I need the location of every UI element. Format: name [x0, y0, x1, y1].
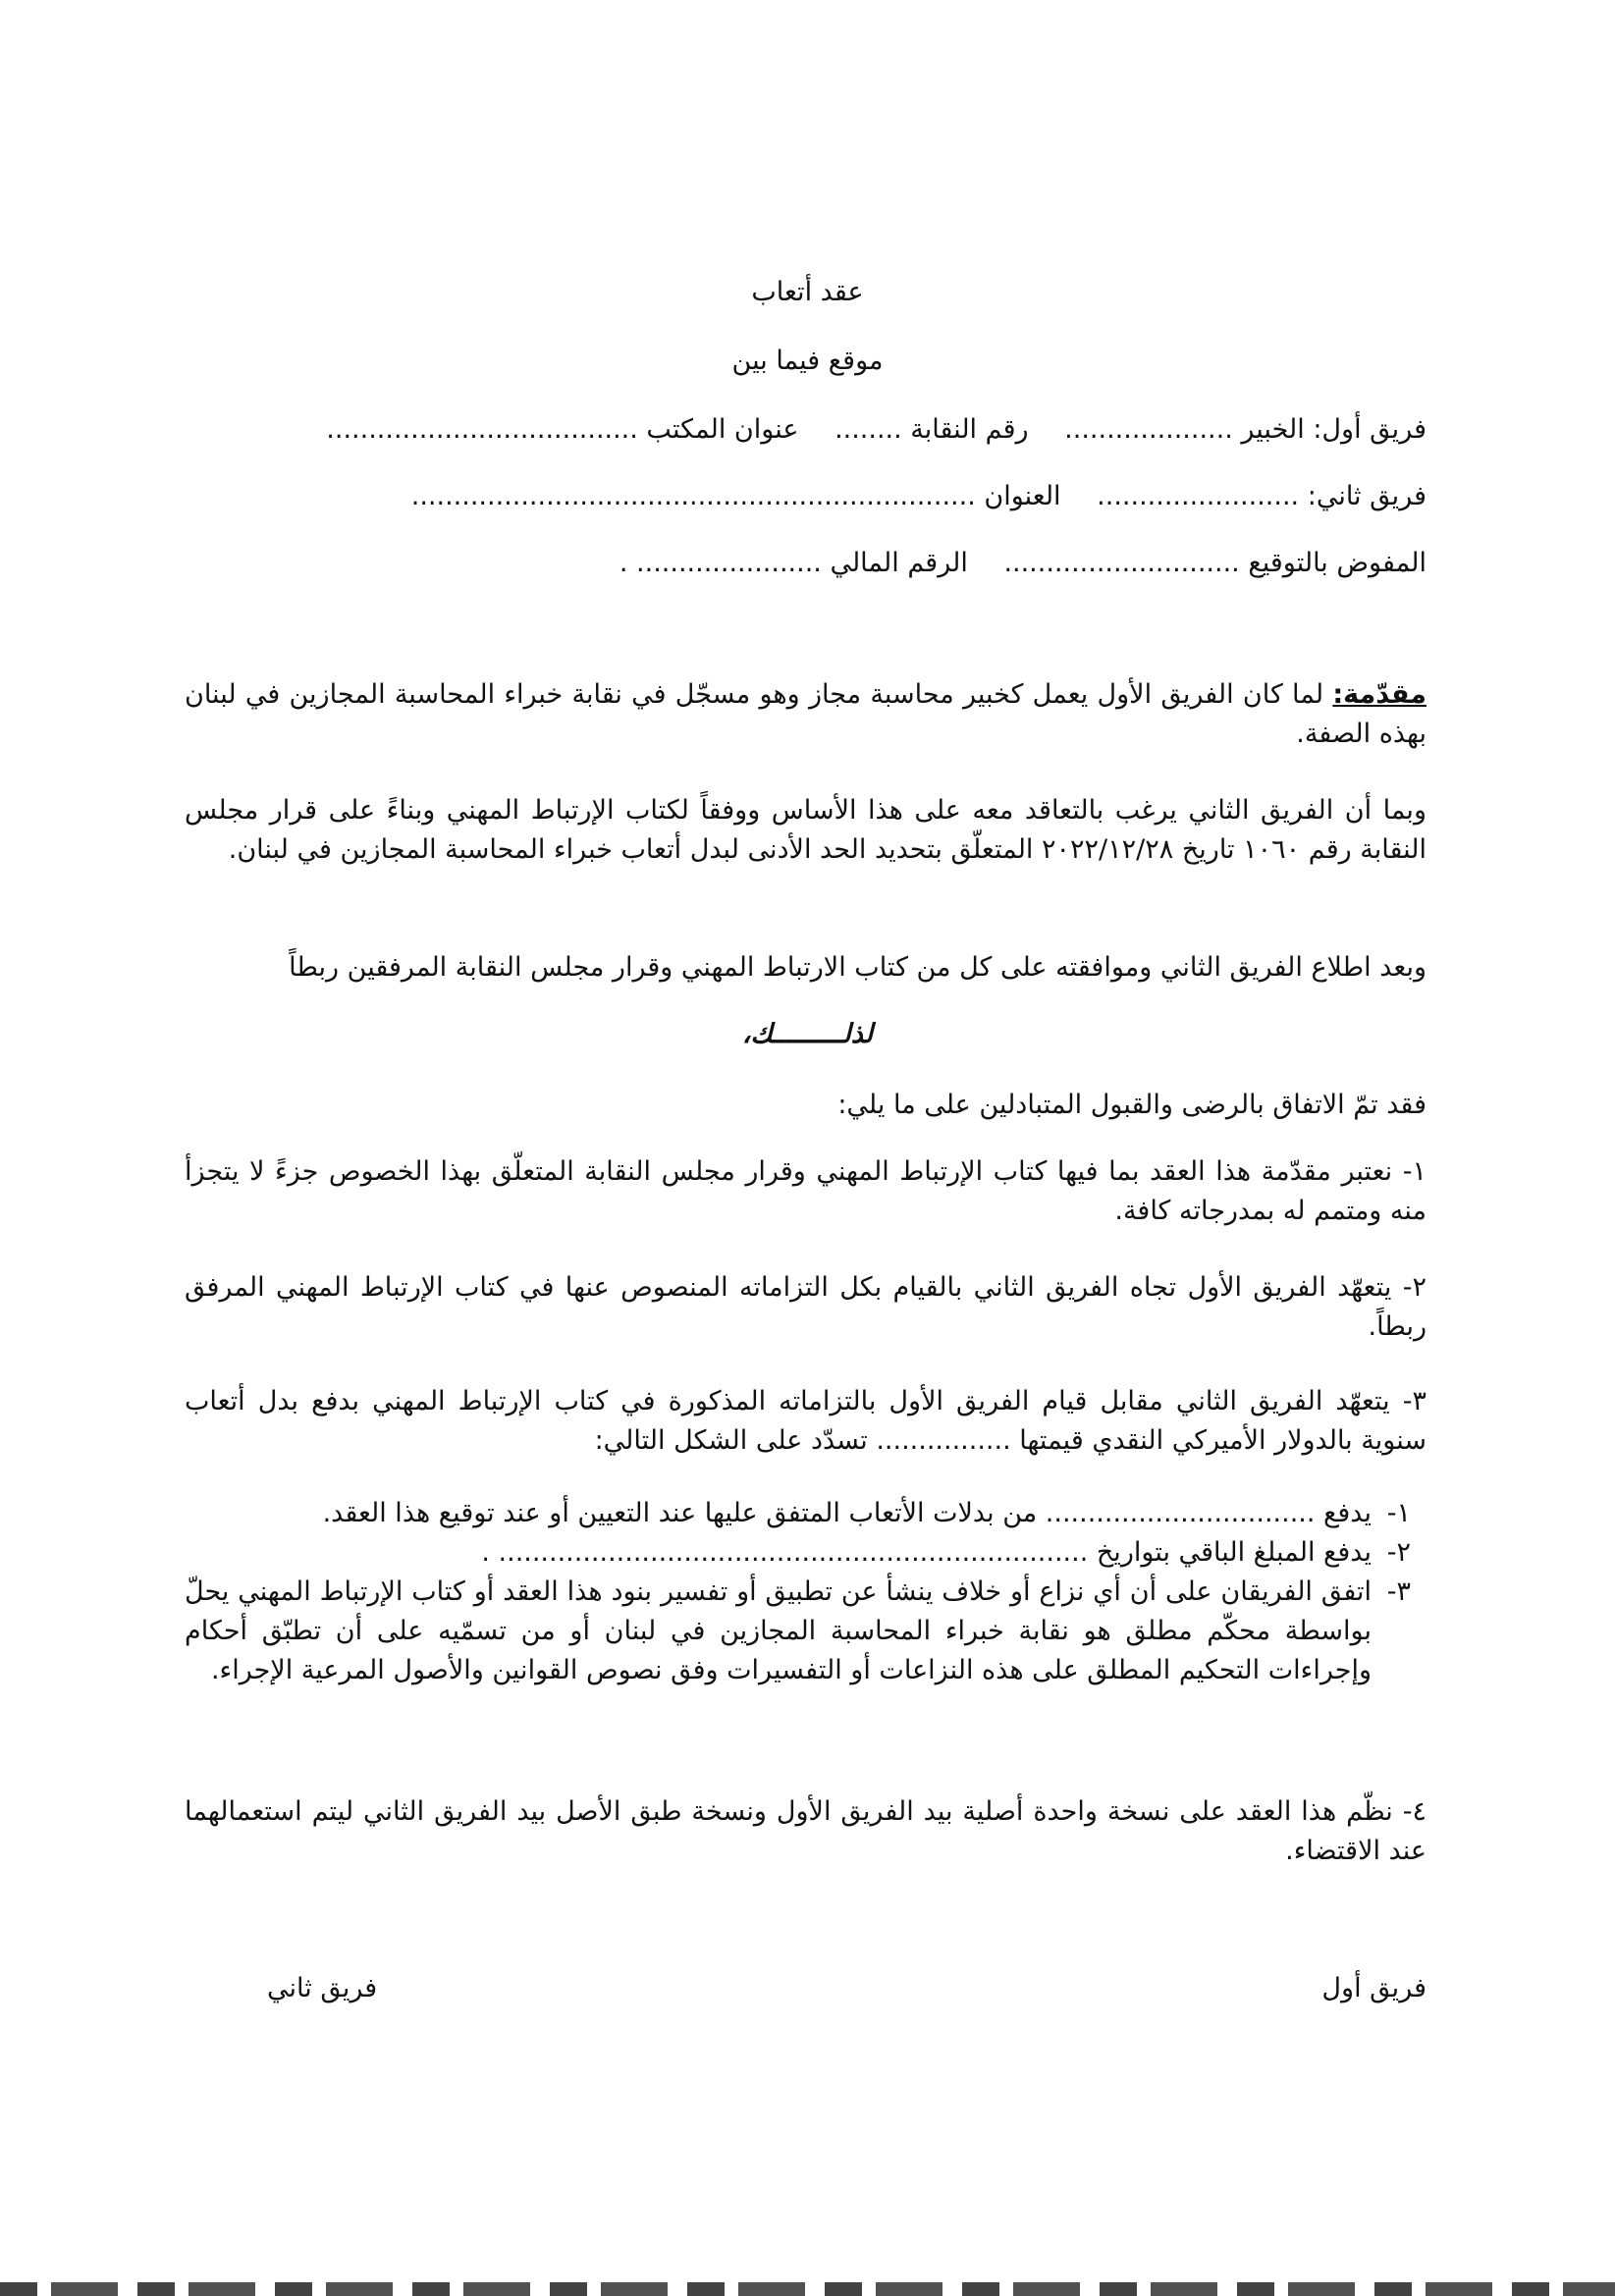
authorized-signatory: المفوض بالتوقيع ............................	[1003, 548, 1427, 578]
scan-edge-artifact	[0, 2282, 1615, 2296]
whereas-paragraph: وبما أن الفريق الثاني يرغب بالتعاقد معه على هذا الأساس ووفقاً لكتاب الإرتباط المهني وبناءً على قرار مجلس النقابة رقم ١٠٦٠ تاريخ ٢٠٢٢/١٢/٢٨ المتعلّق بتحديد الحد الأدنى لبدل أتعاب خبراء المحاسبة المجازين في لبنان.	[185, 795, 1427, 865]
sub-item-number: ٣-	[1386, 1576, 1411, 1607]
clause-1: ١- نعتبر مقدّمة هذا العقد بما فيها كتاب الإرتباط المهني وقرار مجلس النقابة المتعلّق بهذا الخصوص جزءً لا يتجزأ منه ومتمم له بمدرجاته كافة.	[185, 1156, 1427, 1226]
agreed-paragraph: فقد تمّ الاتفاق بالرضى والقبول المتبادلين على ما يلي:	[837, 1090, 1427, 1120]
sub-item-text: اتفق الفريقان على أن أي نزاع أو خلاف ينشأ عن تطبيق أو تفسير بنود هذا العقد أو كتاب الإرتباط المهني يحلّ بواسطة محكّم مطلق هو نقابة خبراء المحاسبة المجازين في لبنان أو من تسمّيه على أن تطبّق أحكام وإجراءات التحكيم المطلق على هذه النزاعات أو التفسيرات وفق نصوص القوانين والأصول المرعية الإجراء.	[185, 1576, 1372, 1685]
therefore-heading: لذلـــــــــك،	[741, 1019, 874, 1049]
clause-3: ٣- يتعهّد الفريق الثاني مقابل قيام الفريق الأول بالتزاماته المذكورة في كتاب الإرتباط المهني بدفع بدل أتعاب سنوية بالدولار الأميركي النقدي قيمتها ................ تسدّد على الشكل التالي:	[185, 1386, 1427, 1456]
preamble-text: لما كان الفريق الأول يعمل كخبير محاسبة مجاز وهو مسجّل في نقابة خبراء المحاسبة المجازين في لبنان بهذه الصفة.	[185, 679, 1427, 749]
signatory-line	[185, 548, 1427, 578]
party1-line	[185, 414, 1427, 445]
party1-office-address: عنوان المكتب .....................................	[326, 414, 799, 445]
list-item	[185, 1533, 1411, 1573]
clause-2: ٢- يتعهّد الفريق الأول تجاه الفريق الثاني بالقيام بكل التزاماته المنصوص عنها في كتاب الإرتباط المهني المرفق ربطاً.	[185, 1272, 1427, 1342]
preamble-paragraph	[185, 675, 1427, 754]
signed-between: موقع فيما بين	[731, 346, 884, 376]
document-title: عقد أتعاب	[751, 277, 864, 307]
list-item	[185, 1573, 1411, 1690]
party1-expert: فريق أول: الخبير ....................	[1064, 414, 1427, 445]
party2-name: فريق ثاني: ........................	[1097, 481, 1427, 511]
party1-syndicate-no: رقم النقابة ........	[834, 414, 1029, 445]
signature-party1-label: فريق أول	[1321, 1973, 1427, 2003]
clause-4: ٤- نظّم هذا العقد على نسخة واحدة أصلية بيد الفريق الأول ونسخة طبق الأصل بيد الفريق الثاني ليتم استعمالهما عند الاقتضاء.	[185, 1796, 1427, 1866]
list-item	[185, 1494, 1411, 1533]
sub-item-text: يدفع ................................ من بدلات الأتعاب المتفق عليها عند التعيين أو عند توقيع هذا العقد.	[322, 1498, 1372, 1528]
sub-item-number: ٢-	[1386, 1537, 1411, 1568]
financial-number: الرقم المالي ...................... .	[619, 548, 968, 578]
preamble-lead: مقدّمة:	[1332, 679, 1427, 710]
signature-party2-label: فريق ثاني	[267, 1973, 378, 2003]
after-review-paragraph: وبعد اطلاع الفريق الثاني وموافقته على كل من كتاب الارتباط المهني وقرار مجلس النقابة المرفقين ربطاً	[289, 952, 1427, 983]
party2-line	[185, 481, 1427, 511]
sub-item-number: ١-	[1386, 1498, 1411, 1528]
party2-address: العنوان ...................................................................	[410, 481, 1061, 511]
sub-item-text: يدفع المبلغ الباقي بتواريخ ...................................................................... .	[481, 1537, 1372, 1568]
payment-sub-list	[185, 1494, 1411, 1690]
